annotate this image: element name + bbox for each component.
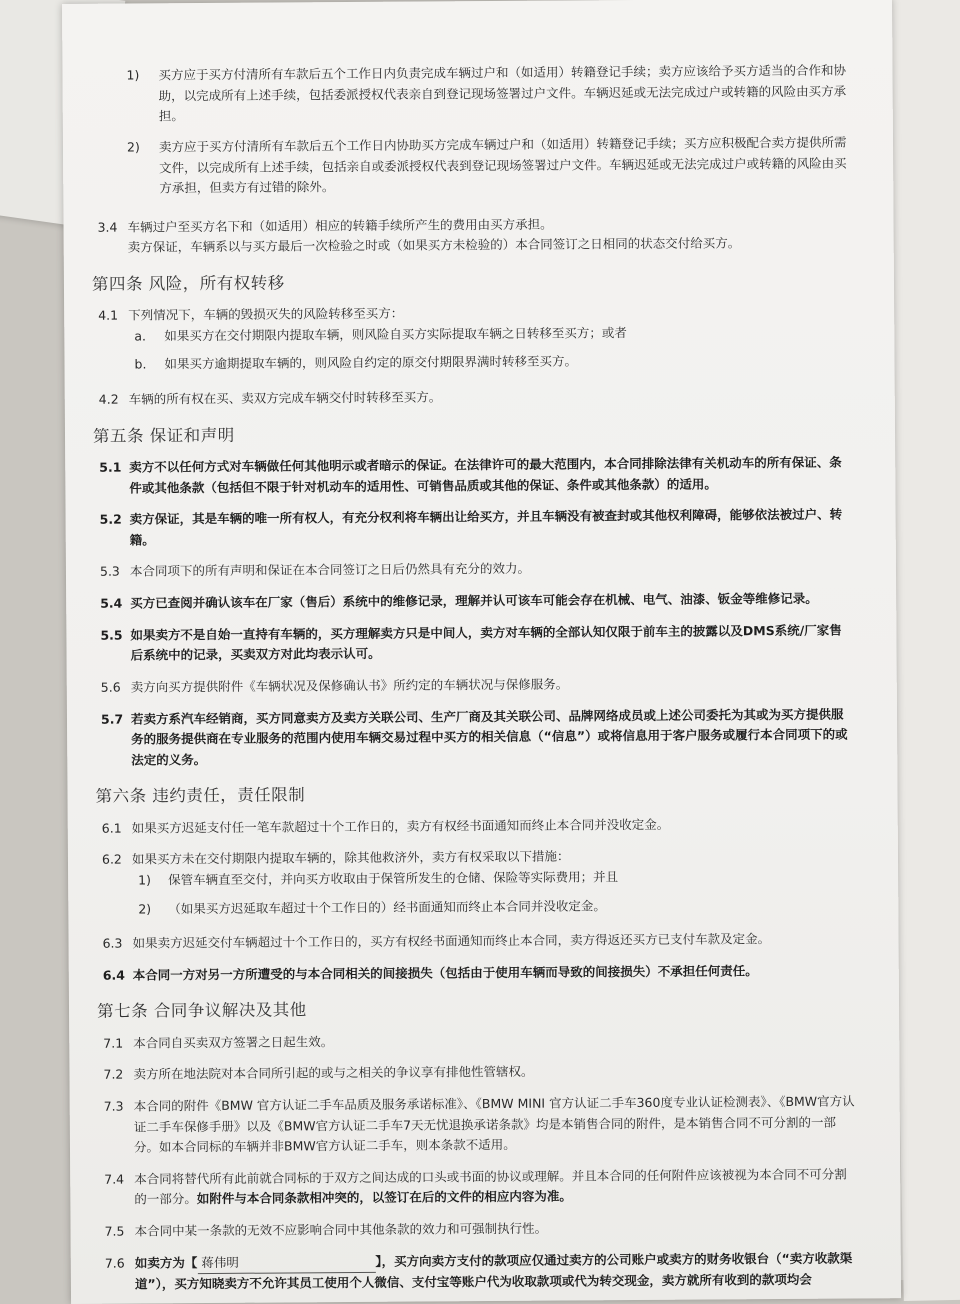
clause-number: 3.4 [97,219,118,235]
clause-text: 如果卖方迟延交付车辆超过十个工作日的，买方有权经书面通知而终止本合同，卖方得返还买方已支付车款及定金。 [132,931,771,951]
section-heading-6: 第六条 违约责任，责任限制 [95,785,306,807]
clause-number: 6.3 [102,935,123,951]
clause-text: 本合同自买卖双方签署之日起生效。 [133,1033,334,1051]
clause-text: 如卖方为【 蒋伟明 】，买方向卖方支付的款项应仅通过卖方的公司账户或卖方的财务收银台（“卖方收款渠道”），买方知晓卖方不允许其员工使用个人微信、支付宝等账户代为收取款项或代为转交现金，卖方就所有收到的款项均会 [134,1250,853,1292]
clause-5-7 [95,704,853,771]
clause-text: 若卖方系汽车经销商，买方同意卖方及卖方关联公司、生产厂商及其关联公司、品牌网络成员或上述公司委托为其或为买方提供服务的服务提供商在专业服务的范围内使用车辆交易过程中买方的相关信息（“信息”）或将信息用于客户服务或履行本合同项下的或法定的义务。 [130,706,848,768]
clause-number: 5.5 [100,627,123,643]
sub-item: 1) 保管车辆直至交付，并向买方收取由于保管所发生的仓储、保险等实际费用；并且 [138,869,619,888]
list-item-text: 卖方应于买方付清所有车款后五个工作日内协助买方完成车辆过户和（如适用）转籍登记手续；买方应积极配合卖方提供所需文件，以完成所有上述手续，包括亲自或委派授权代表到登记现场签署过户文件。车辆迟延或无法完成过户或转籍的风险由买方承担，但卖方有过错的除外。 [158,134,847,196]
sub-item: 2) （如果买方迟延取车超过十个工作日的）经书面通知而终止本合同并没收定金。 [138,897,606,917]
clause-7-4 [98,1164,856,1211]
clause-6-1 [96,813,854,839]
clause-text: 车辆过户至买方名下和（如适用）相应的转籍手续所产生的费用由买方承担。 [127,216,553,235]
clause-5-2 [94,505,852,552]
clause-7-2 [97,1060,855,1086]
clause-number: 5.7 [100,711,124,727]
clause-7-3 [98,1091,856,1158]
clause-6-3 [96,929,854,955]
clause-text: 卖方不以任何方式对车辆做任何其他明示或者暗示的保证。在法律许可的最大范围内，本合同排除法律有关机动车的所有保证、条件或其他条款（包括但不限于针对机动车的适用性、可销售品质或其他的保证、条件或其他条款）的适用。 [129,454,842,496]
clause-text: 本合同将替代所有此前就合同标的于双方之间达成的口头或书面的协议或理解。并且本合同的任何附件应该被视为本合同不可分割的一部分。如附件与本合同条款相冲突的，以签订在后的文件的相应内容为准。 [134,1166,847,1207]
list-item: 1) 买方应于买方付清所有车款后五个工作日内负责完成车辆过户和（如适用）转籍登记手续；卖方应该给予买方适当的合作和协助，以完成所有上述手续，包括委派授权代表亲自到登记现场签署过户文件。车辆迟延或无法完成过户或转籍的风险由买方承担。 [126,62,847,124]
clause-number: 7.1 [103,1035,124,1051]
clause-6-4 [97,960,855,986]
clause-number: 5.3 [99,564,120,580]
clause-5-6 [95,672,853,698]
clause-text: 卖方保证，车辆系以与买方最后一次检验之时或（如果买方未检验的）本合同签订之日相同的状态交付给买方。 [127,235,741,255]
clause-number: 6.2 [101,851,122,868]
clause-text: 如果买方迟延支付任一笔车款超过十个工作日的，卖方有权经书面通知而终止本合同并没收定金。 [131,816,670,836]
clause-4-2 [93,385,851,411]
clause-text: 本合同的附件《BMW 官方认证二手车品质及服务承诺标准》、《BMW MINI 官方认证二手车360度专业认证检测表》、《BMW官方认证二手车保修手册》以及《BMW官方认证二手车7天无忧退换承诺条款》均是本销售合同的附件，是本销售合同不可分割的一部分。如本合同标的车辆并非BMW官方认证二手车，则本条款不适用。 [133,1093,855,1155]
clause-text: 本合同中某一条款的无效不应影响合同中其他条款的效力和可强制执行性。 [134,1220,548,1239]
sub-item: a. 如果买方在交付期限内提取车辆，则风险自买方实际提取车辆之日转移至买方；或者 [134,324,627,344]
clause-text: 下列情况下，车辆的毁损灭失的风险转移至买方： [128,305,404,323]
clause-number: 5.4 [100,595,123,611]
clause-text: 如果卖方不是自始一直持有车辆的，买方理解卖方只是中间人，卖方对车辆的全部认知仅限于前车主的披露以及DMS系统/厂家售后系统中的记录，买卖双方对此均表示认可。 [130,622,842,663]
clause-text: 车辆的所有权在买、卖双方完成车辆交付时转移至买方。 [128,389,442,407]
clause-text: 本合同一方对另一方所遭受的与本合同相关的间接损失（包括由于使用车辆而导致的间接损失）不承担任何责任。 [132,962,758,983]
clause-text: 本合同项下的所有声明和保证在本合同签订之日后仍然具有充分的效力。 [129,561,531,579]
clause-text: 如果买方未在交付期限内提取车辆的，除其他救济外，卖方有权采取以下措施： [131,848,570,867]
clause-number: 7.4 [104,1171,125,1187]
clause-5-4 [94,589,852,615]
seller-name-field: 蒋伟明 [197,1251,375,1274]
clause-5-1 [93,452,851,499]
clause-3-4 [91,212,849,259]
clause-number: 6.1 [101,820,122,836]
clause-number: 6.4 [102,967,125,983]
section-heading-4: 第四条 风险，所有权转移 [91,273,285,294]
contract-page [62,0,901,1304]
list-item-text: 买方应于买方付清所有车款后五个工作日内负责完成车辆过户和（如适用）转籍登记手续；卖方应该给予买方适当的合作和协助，以完成所有上述手续，包括委派授权代表亲自到登记现场签署过户文件。车辆迟延或无法完成过户或转籍的风险由买方承担。 [158,62,847,124]
list-item: 2) 卖方应于买方付清所有车款后五个工作日内协助买方完成车辆过户和（如适用）转籍登记手续；买方应积极配合卖方提供所需文件，以完成所有上述手续，包括亲自或委派授权代表到登记现场签署过户文件。车辆迟延或无法完成过户或转籍的风险由买方承担，但卖方有过错的除外。 [126,134,847,196]
clause-number: 7.2 [103,1066,124,1082]
clause-number: 7.3 [103,1098,124,1114]
sub-item: b. 如果买方逾期提取车辆的，则风险自约定的原交付期限界满时转移至买方。 [134,353,578,372]
clause-7-5 [99,1216,857,1242]
clause-text: 卖方向买方提供附件《车辆状况及保修确认书》所约定的车辆状况与保修服务。 [130,676,569,695]
clause-number: 7.5 [104,1223,125,1239]
clause-number: 5.6 [100,679,121,695]
clause-text: 卖方保证，其是车辆的唯一所有权人，有充分权利将车辆出让给买方，并且车辆没有被查封或其他权利障碍，能够依法被过户、转籍。 [129,506,843,548]
clause-number: 5.1 [99,459,122,475]
clause-number: 4.1 [98,307,119,323]
section-heading-5: 第五条 保证和声明 [92,425,235,446]
clause-7-6 [99,1248,857,1296]
clause-number: 7.6 [104,1255,125,1271]
clause-5-3 [94,557,852,583]
clause-text: 买方已查阅并确认该车在厂家（售后）系统中的维修记录，理解并认可该车可能会存在机械、电气、油漆、钣金等维修记录。 [130,590,818,611]
clause-7-1 [97,1028,855,1054]
section-heading-7: 第七条 合同争议解决及其他 [96,1000,307,1022]
clause-5-5 [94,620,852,667]
clause-number: 5.2 [99,511,122,527]
clause-text: 卖方所在地法院对本合同所引起的或与之相关的争议享有排他性管辖权。 [133,1063,534,1082]
clause-number: 4.2 [98,391,119,407]
